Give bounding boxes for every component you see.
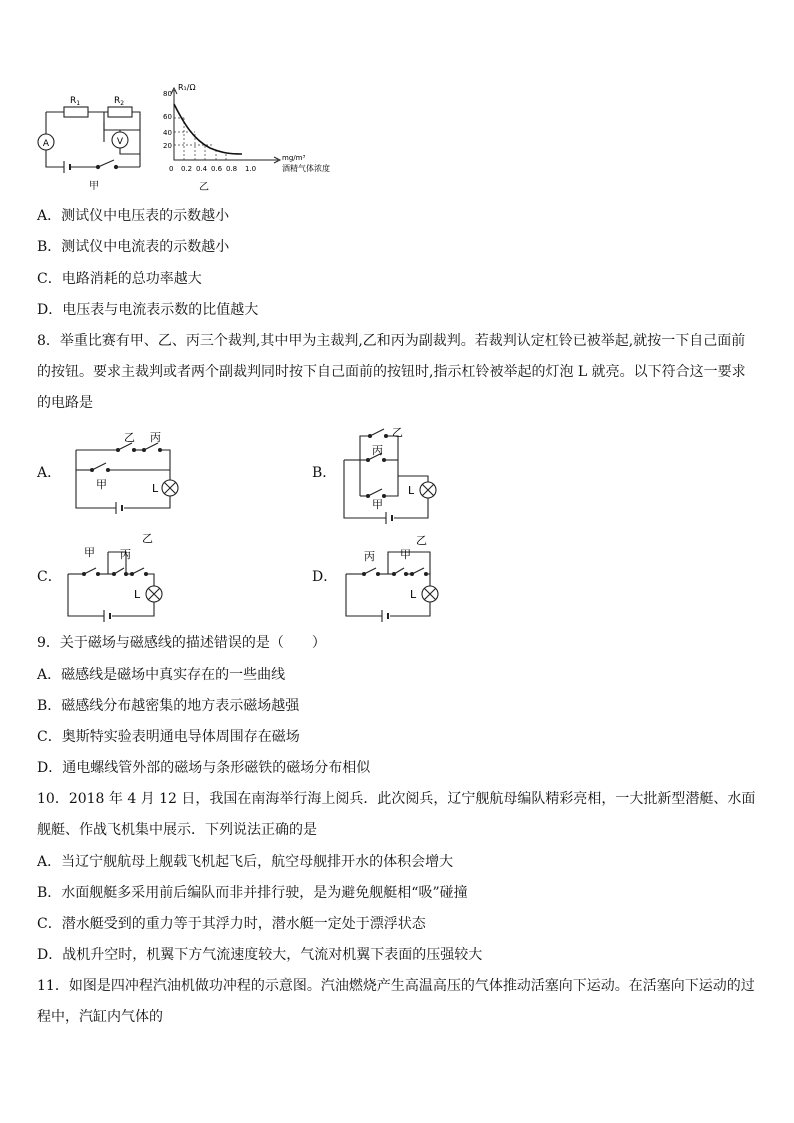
fig7-graph [160, 82, 350, 200]
q8a-lamp: L [152, 482, 159, 495]
q8-circuit-d [340, 528, 448, 624]
x-tick-1.0: 1.0 [245, 165, 257, 173]
q8a-bing: 丙 [150, 431, 161, 444]
q8c-lamp: L [134, 588, 141, 601]
q8c-bing: 丙 [120, 548, 131, 561]
q10-option-d: D．战机升空时，机翼下方气流速度较大，气流对机翼下表面的压强较大 [37, 947, 483, 963]
q10-option-b: B．水面舰艇多采用前后编队而非并排行驶，是为避免舰艇相“吸”碰撞 [37, 885, 468, 901]
x-tick-0.8: 0.8 [226, 165, 238, 173]
x-tick-0.2: 0.2 [181, 165, 193, 173]
q10-option-c: C．潜水艇受到的重力等于其浮力时，潜水艇一定处于漂浮状态 [37, 916, 426, 932]
q7-option-b: B．测试仪中电流表的示数越小 [37, 239, 230, 255]
r1-label: $R_1$ [70, 96, 81, 107]
x-tick-0.6: 0.6 [211, 165, 223, 173]
x-axis-title: 酒精气体浓度 [282, 164, 330, 173]
q8b-bing: 丙 [372, 444, 383, 457]
q8-label-d: D． [312, 569, 338, 585]
q8b-lamp: L [408, 484, 415, 497]
q8b-jia: 甲 [372, 498, 383, 511]
q8-label-c: C． [37, 569, 62, 585]
q9-stem: 9．关于磁场与磁感线的描述错误的是（ ） [37, 635, 326, 651]
x-unit: mg/m³ [282, 154, 306, 162]
circuit-jia-caption: 甲 [89, 181, 99, 192]
q8d-jia: 甲 [400, 548, 411, 561]
q8-label-a: A． [37, 465, 62, 481]
q8-circuit-b [336, 424, 452, 524]
q8d-yi: 乙 [416, 534, 427, 547]
q7-option-a: A．测试仪中电压表的示数越小 [37, 208, 230, 224]
q11-stem: 11．如图是四冲程汽油机做功冲程的示意图。汽油燃烧产生高温高压的气体推动活塞向下运动。在活塞向下运动的过程中，汽缸内气体的 [37, 978, 755, 1025]
graph-yi-caption: 乙 [199, 182, 209, 193]
q8-circuit-a [66, 428, 196, 520]
q9-option-d: D．通电螺线管外部的磁场与条形磁铁的磁场分布相似 [37, 760, 371, 776]
q7-option-d: D．电压表与电流表示数的比值越大 [37, 302, 259, 318]
q8c-yi: 乙 [142, 532, 153, 545]
q9-option-c: C．奥斯特实验表明通电导体周围存在磁场 [37, 729, 300, 745]
x-tick-0.4: 0.4 [196, 165, 208, 173]
q8-stem: 8．举重比赛有甲、乙、丙三个裁判,其中甲为主裁判,乙和丙为副裁判。若裁判认定杠铃已被举起,就按一下自己面前的按钮。要求主裁判或者两个副裁判同时按下自己面前的按钮时,指示杠铃被举起的灯泡 L 就亮。以下符合这一要求的电路是 [37, 333, 746, 411]
q8d-lamp: L [410, 588, 417, 601]
q8d-bing: 丙 [364, 550, 375, 563]
r2-label: $R_2$ [114, 96, 125, 107]
y-tick-40: 40 [163, 129, 172, 137]
q8b-yi: 乙 [392, 426, 403, 439]
q8a-yi: 乙 [124, 431, 135, 444]
y-tick-20: 20 [163, 142, 172, 150]
q10-option-a: A．当辽宁舰航母上舰载飞机起飞后，航空母舰排开水的体积会增大 [37, 854, 454, 870]
y-tick-60: 60 [163, 113, 172, 121]
y-axis-title: R₁/Ω [178, 83, 196, 92]
q7-option-c: C．电路消耗的总功率越大 [37, 271, 202, 287]
y-tick-80: 80 [163, 90, 172, 98]
x-tick-0: 0 [169, 165, 174, 173]
q8-label-b: B． [312, 465, 337, 481]
q8c-jia: 甲 [84, 546, 95, 559]
q9-option-b: B．磁感线分布越密集的地方表示磁场越强 [37, 698, 300, 714]
voltmeter-label: V [116, 137, 124, 147]
q10-stem: 10．2018 年 4 月 12 日，我国在南海举行海上阅兵．此次阅兵，辽宁舰航母编队精彩亮相，一大批新型潜艇、水面舰艇、作战飞机集中展示．下列说法正确的是 [37, 791, 756, 838]
q9-option-a: A．磁感线是磁场中真实存在的一些曲线 [37, 667, 286, 683]
ammeter-label: A [42, 139, 50, 149]
q8-circuit-c [62, 528, 170, 624]
fig7-circuit [34, 92, 164, 192]
q8a-jia: 甲 [96, 478, 107, 491]
